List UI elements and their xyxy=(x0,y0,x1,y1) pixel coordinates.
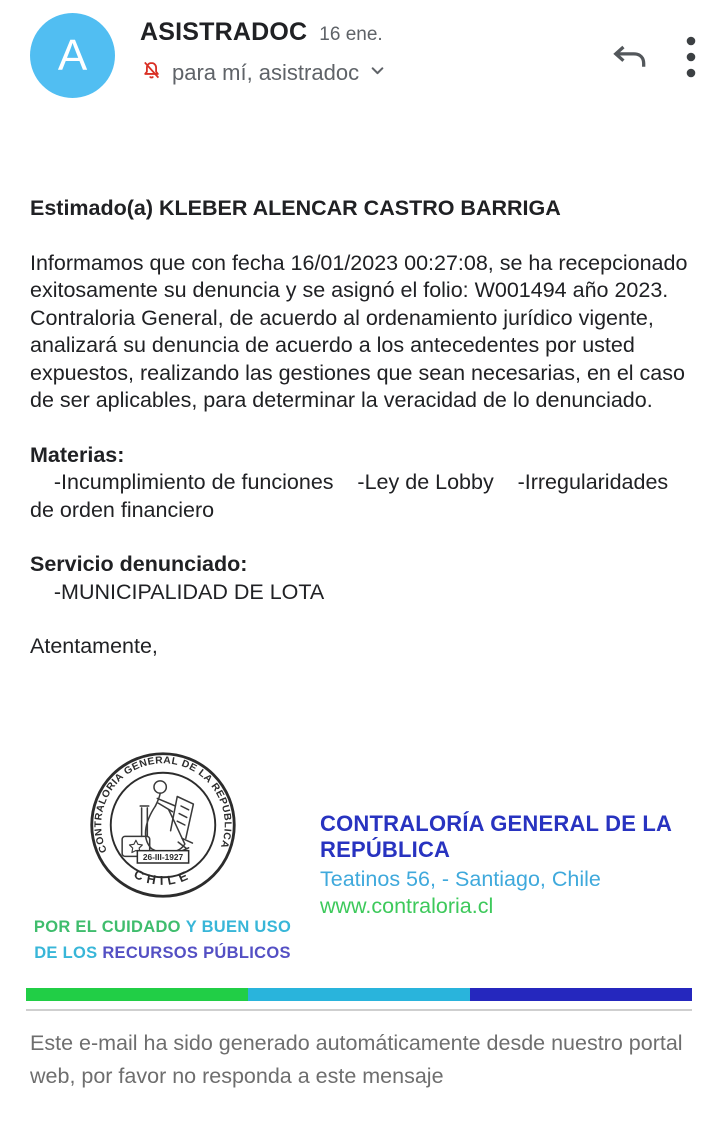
servicio-section xyxy=(30,551,690,606)
seal-country-text: CHILE xyxy=(131,865,194,888)
brand-color-bar xyxy=(26,988,692,1001)
tagline-part2: Y BUEN USO xyxy=(180,917,292,936)
process-sentence: Contraloria General, de acuerdo al ordenamiento jurídico vigente, analizará su denuncia de acuerdo a los antecedentes por usted expuestos, realizando las gestiones que sean necesarias, en el caso de ser aplicables, para determinar la veracidad de lo denunciado. xyxy=(30,305,685,412)
sender-name[interactable]: ASISTRADOC xyxy=(140,18,308,46)
seal-ring-text: CONTRALORIA GENERAL DE LA REPUBLICA xyxy=(92,754,233,854)
seal-figure xyxy=(122,780,193,856)
seal-founding-date: 26-III-1927 xyxy=(142,851,183,862)
message-header xyxy=(0,0,720,98)
header-actions xyxy=(612,13,698,79)
materias-section xyxy=(30,442,690,525)
bar-segment-cyan xyxy=(248,988,470,1001)
recipients-label: para mí, asistradoc xyxy=(172,60,360,85)
avatar[interactable]: A xyxy=(30,13,115,98)
tagline-part4: RECURSOS PÚBLICOS xyxy=(97,943,291,962)
institutional-tagline xyxy=(34,914,291,966)
greeting-line: Estimado(a) KLEBER ALENCAR CASTRO BARRIGA xyxy=(30,196,561,220)
servicio-item: -MUNICIPALIDAD DE LOTA xyxy=(30,579,325,604)
org-website-link[interactable]: www.contraloria.cl xyxy=(320,893,494,918)
reply-button[interactable] xyxy=(612,44,648,70)
tagline-part1: POR EL CUIDADO xyxy=(33,917,181,936)
svg-text:CHILE xyxy=(131,866,193,888)
materias-label: Materias: xyxy=(30,442,125,467)
footer-divider xyxy=(26,1009,692,1011)
closing-line: Atentamente, xyxy=(30,634,158,658)
org-info-column xyxy=(320,811,680,966)
message-body xyxy=(0,195,720,661)
message-footer xyxy=(0,1027,720,1093)
bar-segment-green xyxy=(26,988,248,1001)
reply-arrow-icon xyxy=(612,58,648,73)
notification-paragraph xyxy=(30,250,690,415)
message-date: 16 ene. xyxy=(319,24,383,45)
servicio-label: Servicio denunciado: xyxy=(30,552,248,576)
recipients-row[interactable] xyxy=(140,59,604,87)
folio-sentence: Informamos que con fecha 16/01/2023 00:27:08, se ha recepcionado exitosamente su denuncia y se asignó el folio: W001494 año 2023. xyxy=(30,250,688,302)
sender-block[interactable] xyxy=(140,13,604,87)
three-dot-menu-icon xyxy=(684,67,698,82)
materias-items-line2: de orden financiero xyxy=(30,497,215,522)
chevron-down-icon xyxy=(367,60,388,86)
org-address: Teatinos 56, - Santiago, Chile xyxy=(320,866,601,891)
signature-block xyxy=(0,749,720,966)
bell-slash-icon xyxy=(140,59,163,87)
seal-column xyxy=(30,749,295,966)
org-name: CONTRALORÍA GENERAL DE LA REPÚBLICA xyxy=(320,810,672,862)
auto-generated-disclaimer: Este e-mail ha sido generado automáticamente desde nuestro portal web, por favor no responda a este mensaje xyxy=(30,1030,683,1088)
contraloria-seal xyxy=(87,749,239,901)
bar-segment-blue xyxy=(470,988,692,1001)
brand-bar-wrap xyxy=(0,988,720,1011)
materias-items-line1: -Incumplimiento de funciones -Ley de Lobby -Irregularidades xyxy=(30,470,669,494)
tagline-part3: DE LOS xyxy=(34,943,98,962)
more-options-button[interactable] xyxy=(684,35,698,79)
